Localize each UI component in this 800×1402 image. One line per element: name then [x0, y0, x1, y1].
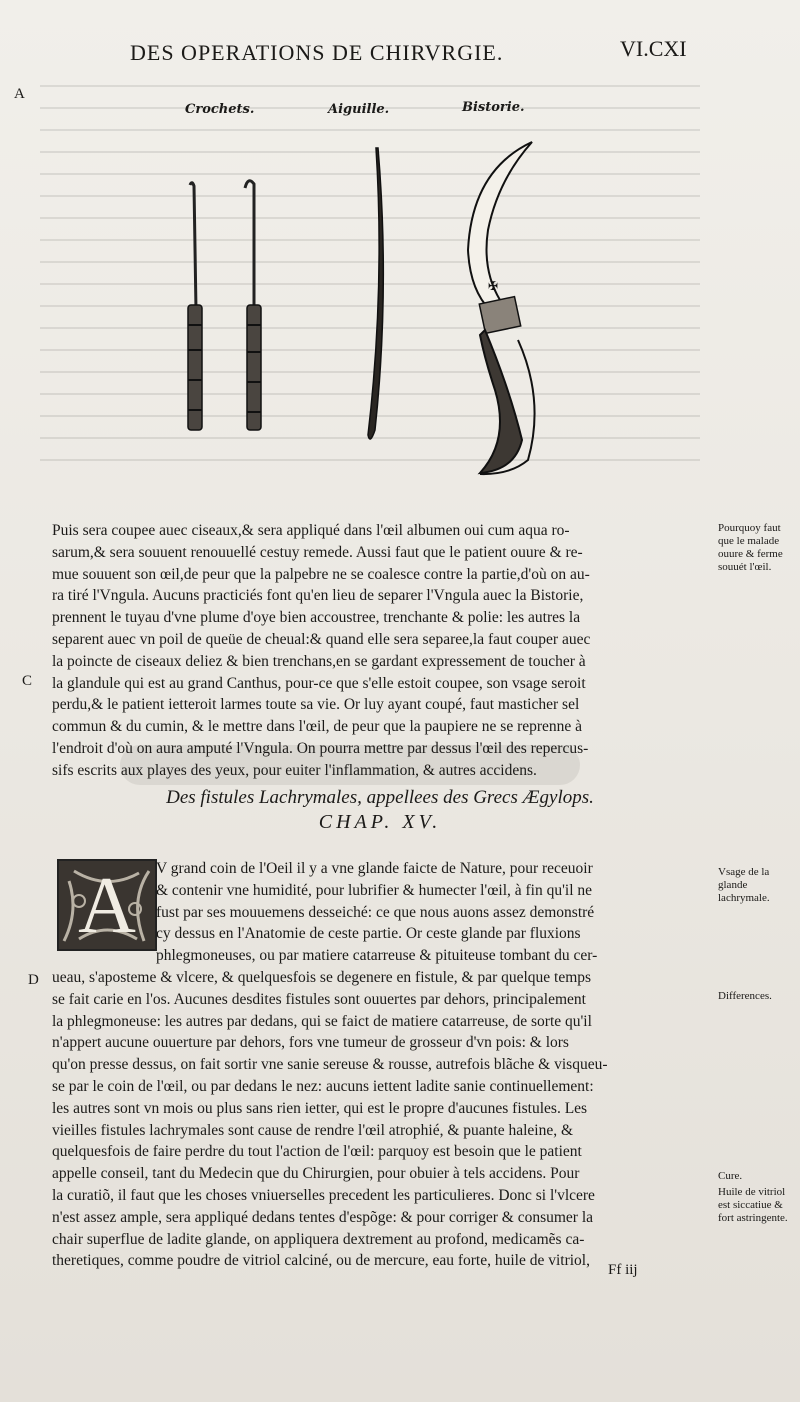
- sidenote-cure: Cure.: [718, 1170, 743, 1182]
- text-line: vieilles fistules lachrymales sont cause de rendre l'œil atrophié, & puante haleine, &: [52, 1121, 574, 1139]
- folio-number: VI.CXI: [620, 36, 687, 61]
- chapter-number: CHAP. XV.: [318, 811, 442, 833]
- text-line: mue souuent son œil,de peur que la palpebre ne se coalesce contre la partie,d'où on au-: [52, 565, 590, 583]
- running-head: DES OPERATIONS DE CHIRVRGIE.: [130, 40, 504, 65]
- sidenote-pourquoy: Pourquoy faut que le malade ouure & ferme souuét l'œil.: [718, 522, 783, 573]
- text-line: phlegmoneuses, ou par matiere catarreuse & pituiteuse tombant du cer-: [156, 947, 598, 965]
- text-line: & contenir vne humidité, pour lubrifier & humecter l'œil, à fin qu'il ne: [156, 881, 593, 899]
- margin-letter-d: D: [28, 972, 39, 988]
- text-line: Puis sera coupee auec ciseaux,& sera appliqué dans l'œil albumen oui cum aqua ro-: [52, 522, 570, 539]
- paragraph-1: [52, 520, 712, 782]
- aiguille-needle-illustration: [368, 148, 383, 439]
- bistorie-knife-illustration: [468, 142, 535, 474]
- label-aiguille: Aiguille.: [328, 102, 390, 117]
- initial-letter: A: [78, 862, 136, 950]
- surgical-instruments-illustration: [150, 140, 570, 480]
- text-line: la poincte de ciseaux deliez & bien trenchans,en se gardant expressement de toucher à: [52, 652, 586, 670]
- text-line: perdu,& le patient ietteroit larmes toute sa vie. Or luy ayant coupé, faut masticher sel: [52, 696, 580, 714]
- sidenote-huile: Huile de vitriol est siccatiue & fort astringente.: [718, 1186, 788, 1224]
- text-line: theretiques, comme poudre de vitriol calciné, ou de mercure, eau forte, huile de vitriol,: [52, 1252, 590, 1270]
- paragraph-2: [52, 858, 712, 1272]
- text-line: se par le coin de l'œil, ou par dedans le nez: aucuns iettent ladite sanie continuellement:: [52, 1077, 594, 1095]
- text-line: separent auec vn poil de queüe de cheual:& quand elle sera separee,la faut couper auec: [52, 630, 591, 648]
- margin-letter-a: A: [14, 86, 25, 102]
- text-line: quelquesfois de faire perdre du tout l'action de l'œil: parquoy est besoin que le patient: [52, 1143, 582, 1161]
- text-line: se fait carie en l'os. Aucunes desdites fistules sont ouuertes par dehors, principalement: [52, 990, 586, 1008]
- text-line: n'appert aucune ouuerture par dehors, fors vne tumeur de grosseur d'vn pois: & lors: [52, 1034, 569, 1052]
- chapter-title: Des fistules Lachrymales, appellees des Grecs Ægylops.: [166, 787, 594, 808]
- text-line: V grand coin de l'Oeil il y a vne glande faicte de Nature, pour receuoir: [156, 860, 593, 877]
- text-line: chair superflue de ladite glande, on appliquera dextrement au profond, medicamẽs ca-: [52, 1230, 585, 1248]
- text-line: ra tiré l'Vngula. Aucuns practiciés font qu'en lieu de separer l'Vngula auec la Bistorie,: [52, 587, 584, 605]
- signature-mark: Ff iij: [608, 1262, 638, 1278]
- text-line: la phlegmoneuse: les autres par dedans, qui se faict de matiere catarreuse, de sorte qu'il: [52, 1012, 592, 1030]
- text-line: commun & du cumin, & le mettre dans l'œil, de peur que la paupiere ne se reprenne à: [52, 718, 583, 736]
- text-line: n'est assez ample, sera appliqué dedans tentes d'espõge: & pour corriger & consumer la: [52, 1208, 594, 1226]
- text-line: sarum,& sera souuent renouuellé cestuy remede. Aussi faut que le patient ouure & re-: [52, 543, 583, 561]
- text-line: ueau, s'aposteme & vlcere, & quelquesfois se degenere en fistule, & par quelque temps: [52, 968, 592, 986]
- crochet-1-illustration: [188, 183, 202, 430]
- crochet-2-illustration: [245, 181, 261, 430]
- margin-letter-c: C: [22, 673, 33, 689]
- text-line: la curatiõ, il faut que les choses vniuerselles precedent les particulieres. Donc si l'vlcere: [52, 1186, 595, 1204]
- text-line: les autres sont vn mois ou plus sans rien ietter, qui est le propre d'aucunes fistules. Les: [52, 1099, 588, 1117]
- text-line: la glandule qui est au grand Canthus, pour-ce que s'elle estoit coupee, son vsage seroit: [52, 674, 586, 692]
- svg-text:✠: ✠: [488, 279, 499, 293]
- sidenote-differences: Differences.: [718, 990, 772, 1002]
- label-bistorie: Bistorie.: [462, 100, 525, 115]
- text-line: cy dessus en l'Anatomie de ceste partie. Or ceste glande par fluxions: [156, 925, 581, 943]
- sidenote-vsage: Vsage de la glande lachrymale.: [718, 866, 770, 904]
- text-line: prennent le tuyau d'vne plume d'oye bien accoustree, trenchante & polie: les autres la: [52, 609, 581, 627]
- text-line: sifs escrits aux playes des yeux, pour euiter l'inflammation, & autres accidens.: [52, 761, 537, 779]
- text-line: appelle conseil, tant du Medecin que du Chirurgien, pour obuier à tels accidens. Pour: [52, 1165, 580, 1183]
- text-line: qu'on presse dessus, on fait sortir vne sanie sereuse & rousse, autrefois blãche & visqueu-: [52, 1056, 608, 1074]
- text-line: fust par ses mouuemens desseiché: ce que nous auons assez demonstré: [156, 903, 595, 921]
- label-crochets: Crochets.: [185, 102, 255, 117]
- text-line: l'endroit d'où on aura amputé l'Vngula. On pourra mettre par dessus l'œil des repercus-: [52, 739, 589, 757]
